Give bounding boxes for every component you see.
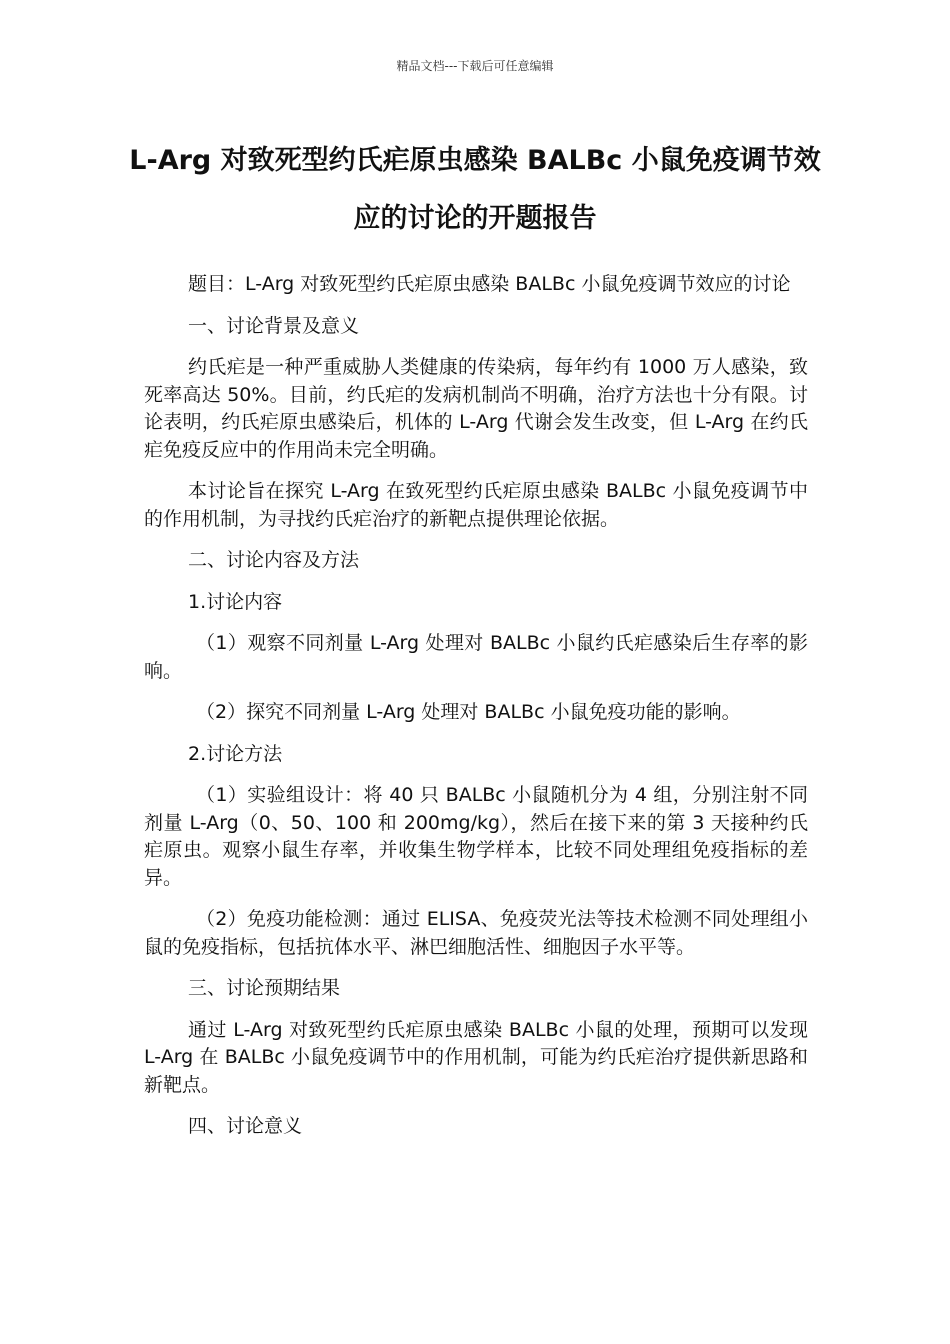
document-title: L-Arg 对致死型约氏疟原虫感染 BALBc 小鼠免疫调节效应的讨论的开题报告	[129, 145, 821, 234]
paragraph-expected-results: 通过 L-Arg 对致死型约氏疟原虫感染 BALBc 小鼠的处理，预期可以发现 L-Arg 在 BALBc 小鼠免疫调节中的作用机制，可能为约氏疟治疗提供新思路和新靶点。	[144, 1018, 808, 1096]
list-item-content-2: （2）探究不同剂量 L-Arg 处理对 BALBc 小鼠免疫功能的影响。	[196, 701, 741, 723]
document-body	[144, 271, 808, 1155]
paragraph-purpose: 本讨论旨在探究 L-Arg 在致死型约氏疟原虫感染 BALBc 小鼠免疫调节中的作用机制，为寻找约氏疟治疗的新靶点提供理论依据。	[144, 480, 808, 530]
subheading-content: 1.讨论内容	[188, 590, 283, 613]
list-item-method-2: （2）免疫功能检测：通过 ELISA、免疫荧光法等技术检测不同处理组小鼠的免疫指标，包括抗体水平、淋巴细胞活性、细胞因子水平等。	[144, 908, 808, 958]
paragraph-topic: 题目：L-Arg 对致死型约氏疟原虫感染 BALBc 小鼠免疫调节效应的讨论	[188, 273, 791, 295]
section-heading-content-methods: 二、讨论内容及方法	[188, 549, 360, 571]
paragraph-background: 约氏疟是一种严重威胁人类健康的传染病，每年约有 1000 万人感染，致死率高达 50%。目前，约氏疟的发病机制尚不明确，治疗方法也十分有限。讨论表明，约氏疟原虫感染后，机体的 L-Arg 代谢会发生改变，但 L-Arg 在约氏疟免疫反应中的作用尚未完全明确。	[144, 356, 808, 461]
subheading-methods: 2.讨论方法	[188, 742, 283, 765]
section-heading-expected-results: 三、讨论预期结果	[188, 977, 341, 999]
section-heading-significance: 四、讨论意义	[188, 1115, 303, 1137]
list-item-method-1: （1）实验组设计：将 40 只 BALBc 小鼠随机分为 4 组，分别注射不同剂量 L-Arg（0、50、100 和 200mg/kg），然后在接下来的第 3 天接种约氏疟原虫。观察小鼠生存率，并收集生物学样本，比较不同处理组免疫指标的差异。	[144, 784, 808, 889]
list-item-content-1: （1）观察不同剂量 L-Arg 处理对 BALBc 小鼠约氏疟感染后生存率的影响。	[144, 632, 808, 682]
section-heading-background: 一、讨论背景及意义	[188, 314, 360, 337]
page-header: 精品文档---下载后可任意编辑	[396, 59, 554, 73]
